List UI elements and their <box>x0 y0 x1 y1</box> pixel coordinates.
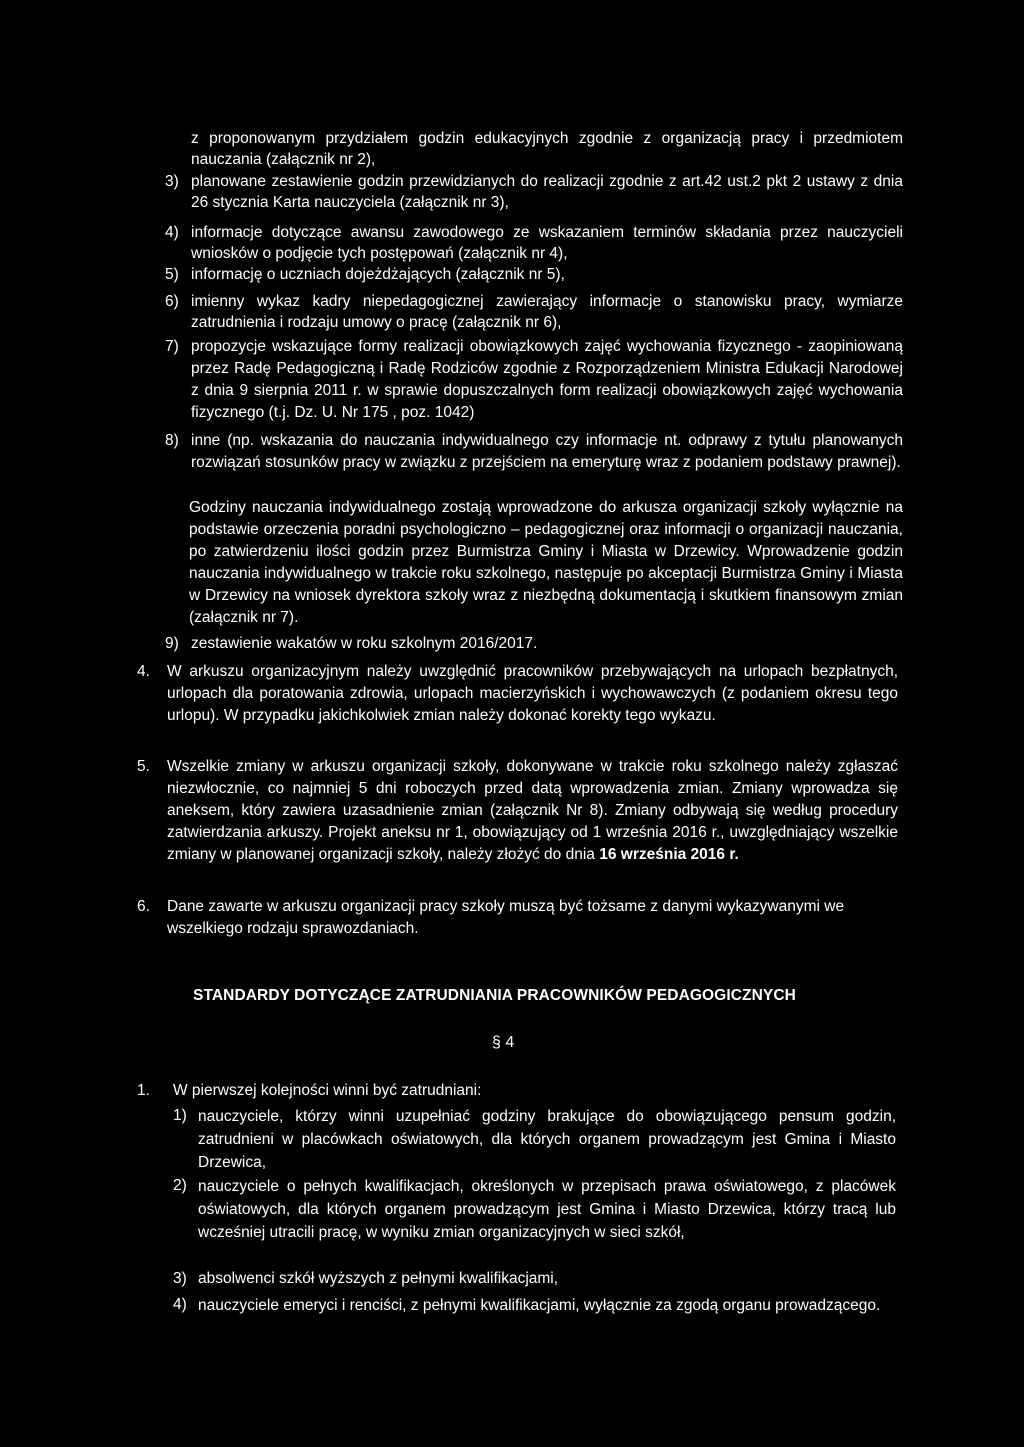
list-item-number: 4) <box>173 1296 187 1313</box>
list-item-number: 4) <box>165 224 179 241</box>
point-number: 6. <box>137 898 150 915</box>
list-item-number: 3) <box>173 1270 187 1287</box>
point-number: 4. <box>137 663 150 680</box>
point-text-body: Wszelkie zmiany w arkuszu organizacji szkoły, dokonywane w trakcie roku szkolnego należy zgłaszać niezwłocznie, co najmniej 5 dni roboczych przed datą wprowadzenia zmian. Zmiany wprowadza się aneksem, który zawiera uzasadnienie zmian (załącznik Nr 8). Zmiany odbywają się według procedury zatwierdzania arkuszy. Projekt aneksu nr 1, obowiązujący od 1 września 2016 r., uwzględniający wszelkie zmiany w planowanej organizacji szkoły, należy złożyć do dnia <box>167 758 898 863</box>
point-number: 1. <box>137 1082 150 1099</box>
point-number: 5. <box>137 758 150 775</box>
list-item-number: 7) <box>165 338 179 355</box>
list-item-number: 2) <box>173 1177 187 1194</box>
section-heading: STANDARDY DOTYCZĄCE ZATRUDNIANIA PRACOWNIKÓW PEDAGOGICZNYCH <box>193 987 796 1004</box>
point-text: W arkuszu organizacyjnym należy uwzględnić pracowników przebywających na urlopach bezpłatnych, urlopach dla poratowania zdrowia, urlopach macierzyńskich i wychowawczych (z podaniem okresu tego urlopu). W przypadku jakichkolwiek zmian należy dokonać korekty tego wykazu. <box>167 663 898 724</box>
list-item-number: 3) <box>165 173 179 190</box>
list-item-number: 5) <box>165 266 179 283</box>
deadline-date: 16 września 2016 r. <box>599 846 739 863</box>
list-item-text: absolwenci szkół wyższych z pełnymi kwalifikacjami, <box>198 1270 559 1287</box>
list-item-text: propozycje wskazujące formy realizacji obowiązkowych zajęć wychowania fizycznego - zaopiniowaną przez Radę Pedagogiczną i Radę Rodziców zgodnie z Rozporządzeniem Ministra Edukacji Narodowej z dnia 9 sierpnia 2011 r. w sprawie dopuszczalnych form realizacji obowiązkowych zajęć wychowania fizycznego (t.j. Dz. U. Nr 175 , poz. 1042) <box>191 338 903 421</box>
list-item-text: inne (np. wskazania do nauczania indywidualnego czy informacje nt. odprawy z tytułu planowanych rozwiązań stosunków pracy w związku z przejściem na emeryturę wraz z podaniem podstawy prawnej). <box>191 432 903 471</box>
list-item-text: imienny wykaz kadry niepedagogicznej zawierający informacje o stanowisku pracy, wymiarze zatrudnienia i rodzaju umowy o pracę (załącznik nr 6), <box>191 293 903 331</box>
list-item-text: zestawienie wakatów w roku szkolnym 2016/2017. <box>191 635 538 652</box>
list-item-number: 6) <box>165 293 179 310</box>
list-item-number: 8) <box>165 432 179 449</box>
list-item-text: informacje dotyczące awansu zawodowego ze wskazaniem terminów składania przez nauczycieli wniosków o podjęcie tych postępowań (załącznik nr 4), <box>191 224 903 262</box>
section-symbol: § 4 <box>492 1034 515 1051</box>
list-item-number: 1) <box>173 1107 187 1124</box>
list-item-continuation <box>191 128 903 170</box>
list-item-text: nauczyciele, którzy winni uzupełniać godziny brakujące do obowiązującego pensum godzin, zatrudnieni w placówkach oświatowych, dla których organem prowadzącym jest Gmina i Miasto Drzewica, <box>198 1108 896 1171</box>
point-text: Dane zawarte w arkuszu organizacji pracy szkoły muszą być tożsame z danymi wykazywanymi we wszelkiego rodzaju sprawozdaniach. <box>167 898 845 937</box>
list-item-text: planowane zestawienie godzin przewidzianych do realizacji zgodnie z art.42 ust.2 pkt 2 ustawy z dnia 26 stycznia Karta nauczyciela (załącznik nr 3), <box>191 173 903 211</box>
point-text: W pierwszej kolejności winni być zatrudniani: <box>173 1082 482 1099</box>
list-item-text: nauczyciele o pełnych kwalifikacjach, określonych w przepisach prawa oświatowego, z placówek oświatowych, dla których organem prowadzącym jest Gmina i Miasto Drzewica, którzy tracą lub wcześniej utracili pracę, w wyniku zmian organizacyjnych w sieci szkół, <box>198 1178 896 1241</box>
point-text <box>167 756 898 866</box>
list-item-text: nauczyciele emeryci i renciści, z pełnymi kwalifikacjami, wyłącznie za zgodą organu prowadzącego. <box>198 1297 881 1314</box>
list-item-number: 9) <box>165 635 179 652</box>
individual-teaching-paragraph: Godziny nauczania indywidualnego zostają wprowadzone do arkusza organizacji szkoły wyłącznie na podstawie orzeczenia poradni psychologiczno – pedagogicznej oraz informacji o organizacji nauczania, po zatwierdzeniu ilości godzin przez Burmistrza Gminy i Miasta w Drzewicy. Wprowadzenie godzin nauczania indywidualnego w trakcie roku szkolnego, następuje po akceptacji Burmistrza Gminy i Miasta w Drzewicy na wniosek dyrektora szkoły wraz z niezbędną dokumentacją i skutkiem finansowym zmian (załącznik nr 7). <box>189 499 903 626</box>
list-item-text: informację o uczniach dojeżdżających (załącznik nr 5), <box>191 266 565 283</box>
list-item-text: z proponowanym przydziałem godzin edukacyjnych zgodnie z organizacją pracy i przedmiotem nauczania (załącznik nr 2), <box>191 130 903 168</box>
